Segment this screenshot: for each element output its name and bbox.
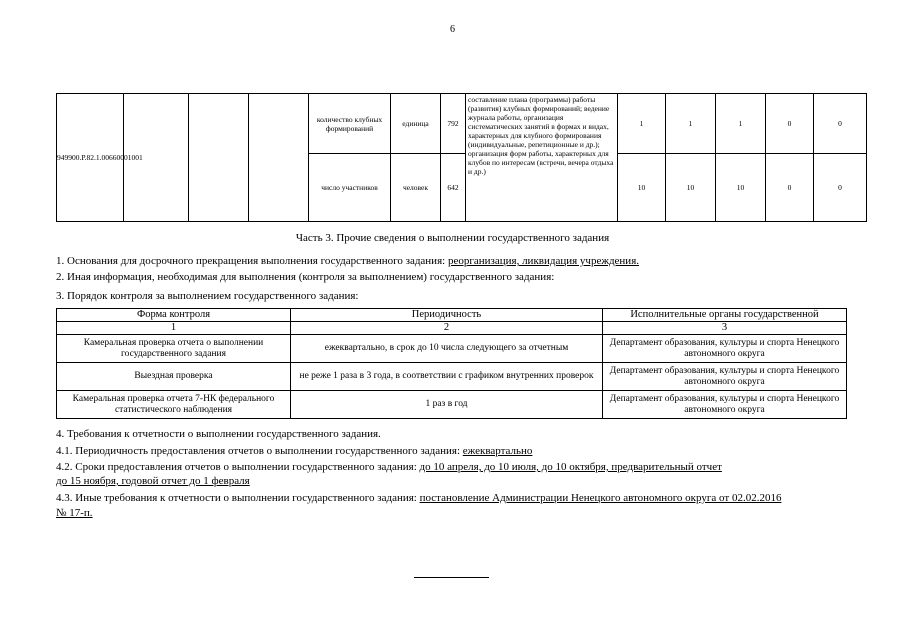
- early-termination-value: реорганизация, ликвидация учреждения.: [447, 255, 640, 267]
- table-row: [57, 335, 847, 363]
- other-requirements-line: [56, 492, 781, 504]
- control-form-cell: Выездная проверка: [57, 363, 291, 391]
- other-info-line: 2. Иная информация, необходимая для выполнения (контроля за выполнением) государственного задания:: [56, 271, 555, 283]
- okei-code-cell: 642: [441, 154, 466, 222]
- part3-title: Часть 3. Прочие сведения о выполнении государственного задания: [295, 232, 610, 244]
- column-header: Исполнительные органы государственной: [603, 309, 847, 322]
- table-row: [57, 391, 847, 419]
- footer-divider: [414, 577, 489, 578]
- other-requirements-value: постановление Администрации Ненецкого автономного округа от 02.02.2016: [419, 492, 782, 504]
- unit-cell: человек: [391, 154, 441, 222]
- value-cell: 1: [666, 94, 716, 154]
- column-numbers-row: [57, 322, 847, 335]
- table-row: [57, 363, 847, 391]
- executive-body-cell: Департамент образования, культуры и спорта Ненецкого автономного округа: [603, 363, 847, 391]
- control-procedure-line: 3. Порядок контроля за выполнением государственного задания:: [56, 290, 359, 302]
- column-number: 3: [603, 322, 847, 335]
- value-cell: 10: [716, 154, 766, 222]
- empty-cell: [189, 94, 249, 222]
- executive-body-cell: Департамент образования, культуры и спорта Ненецкого автономного округа: [603, 391, 847, 419]
- empty-cell: [249, 94, 309, 222]
- value-cell: 10: [666, 154, 716, 222]
- column-header: Периодичность: [291, 309, 603, 322]
- column-number: 2: [291, 322, 603, 335]
- okei-code-cell: 792: [441, 94, 466, 154]
- value-cell: 1: [618, 94, 666, 154]
- periodicity-cell: 1 раз в год: [291, 391, 603, 419]
- control-form-cell: Камеральная проверка отчета о выполнении государственного задания: [57, 335, 291, 363]
- periodicity-cell: не реже 1 раза в 3 года, в соответствии с графиком внутренних проверок: [291, 363, 603, 391]
- column-number: 1: [57, 322, 291, 335]
- other-requirements-label: 4.3. Иные требования к отчетности о выполнении государственного задания:: [56, 492, 420, 504]
- value-cell: 0: [766, 154, 814, 222]
- periodicity-cell: ежеквартально, в срок до 10 числа следующего за отчетным: [291, 335, 603, 363]
- control-table: [56, 308, 847, 419]
- indicators-table: [56, 93, 867, 222]
- value-cell: 0: [814, 154, 867, 222]
- executive-body-cell: Департамент образования, культуры и спорта Ненецкого автономного округа: [603, 335, 847, 363]
- description-cell: составление плана (программы) работы (развития) клубных формирований; ведение журнала работы, организация систематических занятий в формах и видах, характерных для клубного формирования (индивидуальные, репетиционные и др.); организация форм работы, характерных для клубов по интересам (встречи, вечера отдыха и др.): [466, 94, 618, 222]
- other-requirements-continuation: № 17-п.: [56, 507, 93, 519]
- reporting-deadlines-label: 4.2. Сроки предоставления отчетов о выполнении государственного задания:: [56, 461, 420, 473]
- reporting-deadlines-value: до 10 апреля, до 10 июля, до 10 октября, предварительный отчет: [419, 461, 722, 473]
- value-cell: 0: [814, 94, 867, 154]
- page-number: 6: [450, 24, 455, 35]
- early-termination-line: [56, 255, 639, 267]
- indicator-name-cell: количество клубных формирований: [309, 94, 391, 154]
- unit-cell: единица: [391, 94, 441, 154]
- value-cell: 1: [716, 94, 766, 154]
- reporting-periodicity-label: 4.1. Периодичность предоставления отчетов о выполнении государственного задания:: [56, 445, 463, 457]
- value-cell: 10: [618, 154, 666, 222]
- table-row: [57, 94, 867, 154]
- reporting-deadlines-continuation: до 15 ноября, годовой отчет до 1 февраля: [56, 475, 250, 487]
- table-header-row: [57, 309, 847, 322]
- control-form-cell: Камеральная проверка отчета 7-НК федерального статистического наблюдения: [57, 391, 291, 419]
- value-cell: 0: [766, 94, 814, 154]
- reporting-deadlines-line: [56, 461, 722, 473]
- column-header: Форма контроля: [57, 309, 291, 322]
- early-termination-label: 1. Основания для досрочного прекращения выполнения государственного задания:: [56, 255, 448, 267]
- indicator-name-cell: число участников: [309, 154, 391, 222]
- registry-code-cell: 949900.Р.82.1.00660001001: [57, 94, 124, 222]
- reporting-requirements-line: 4. Требования к отчетности о выполнении государственного задания.: [56, 428, 381, 440]
- reporting-periodicity-line: [56, 445, 532, 457]
- reporting-periodicity-value: ежеквартально: [462, 445, 533, 457]
